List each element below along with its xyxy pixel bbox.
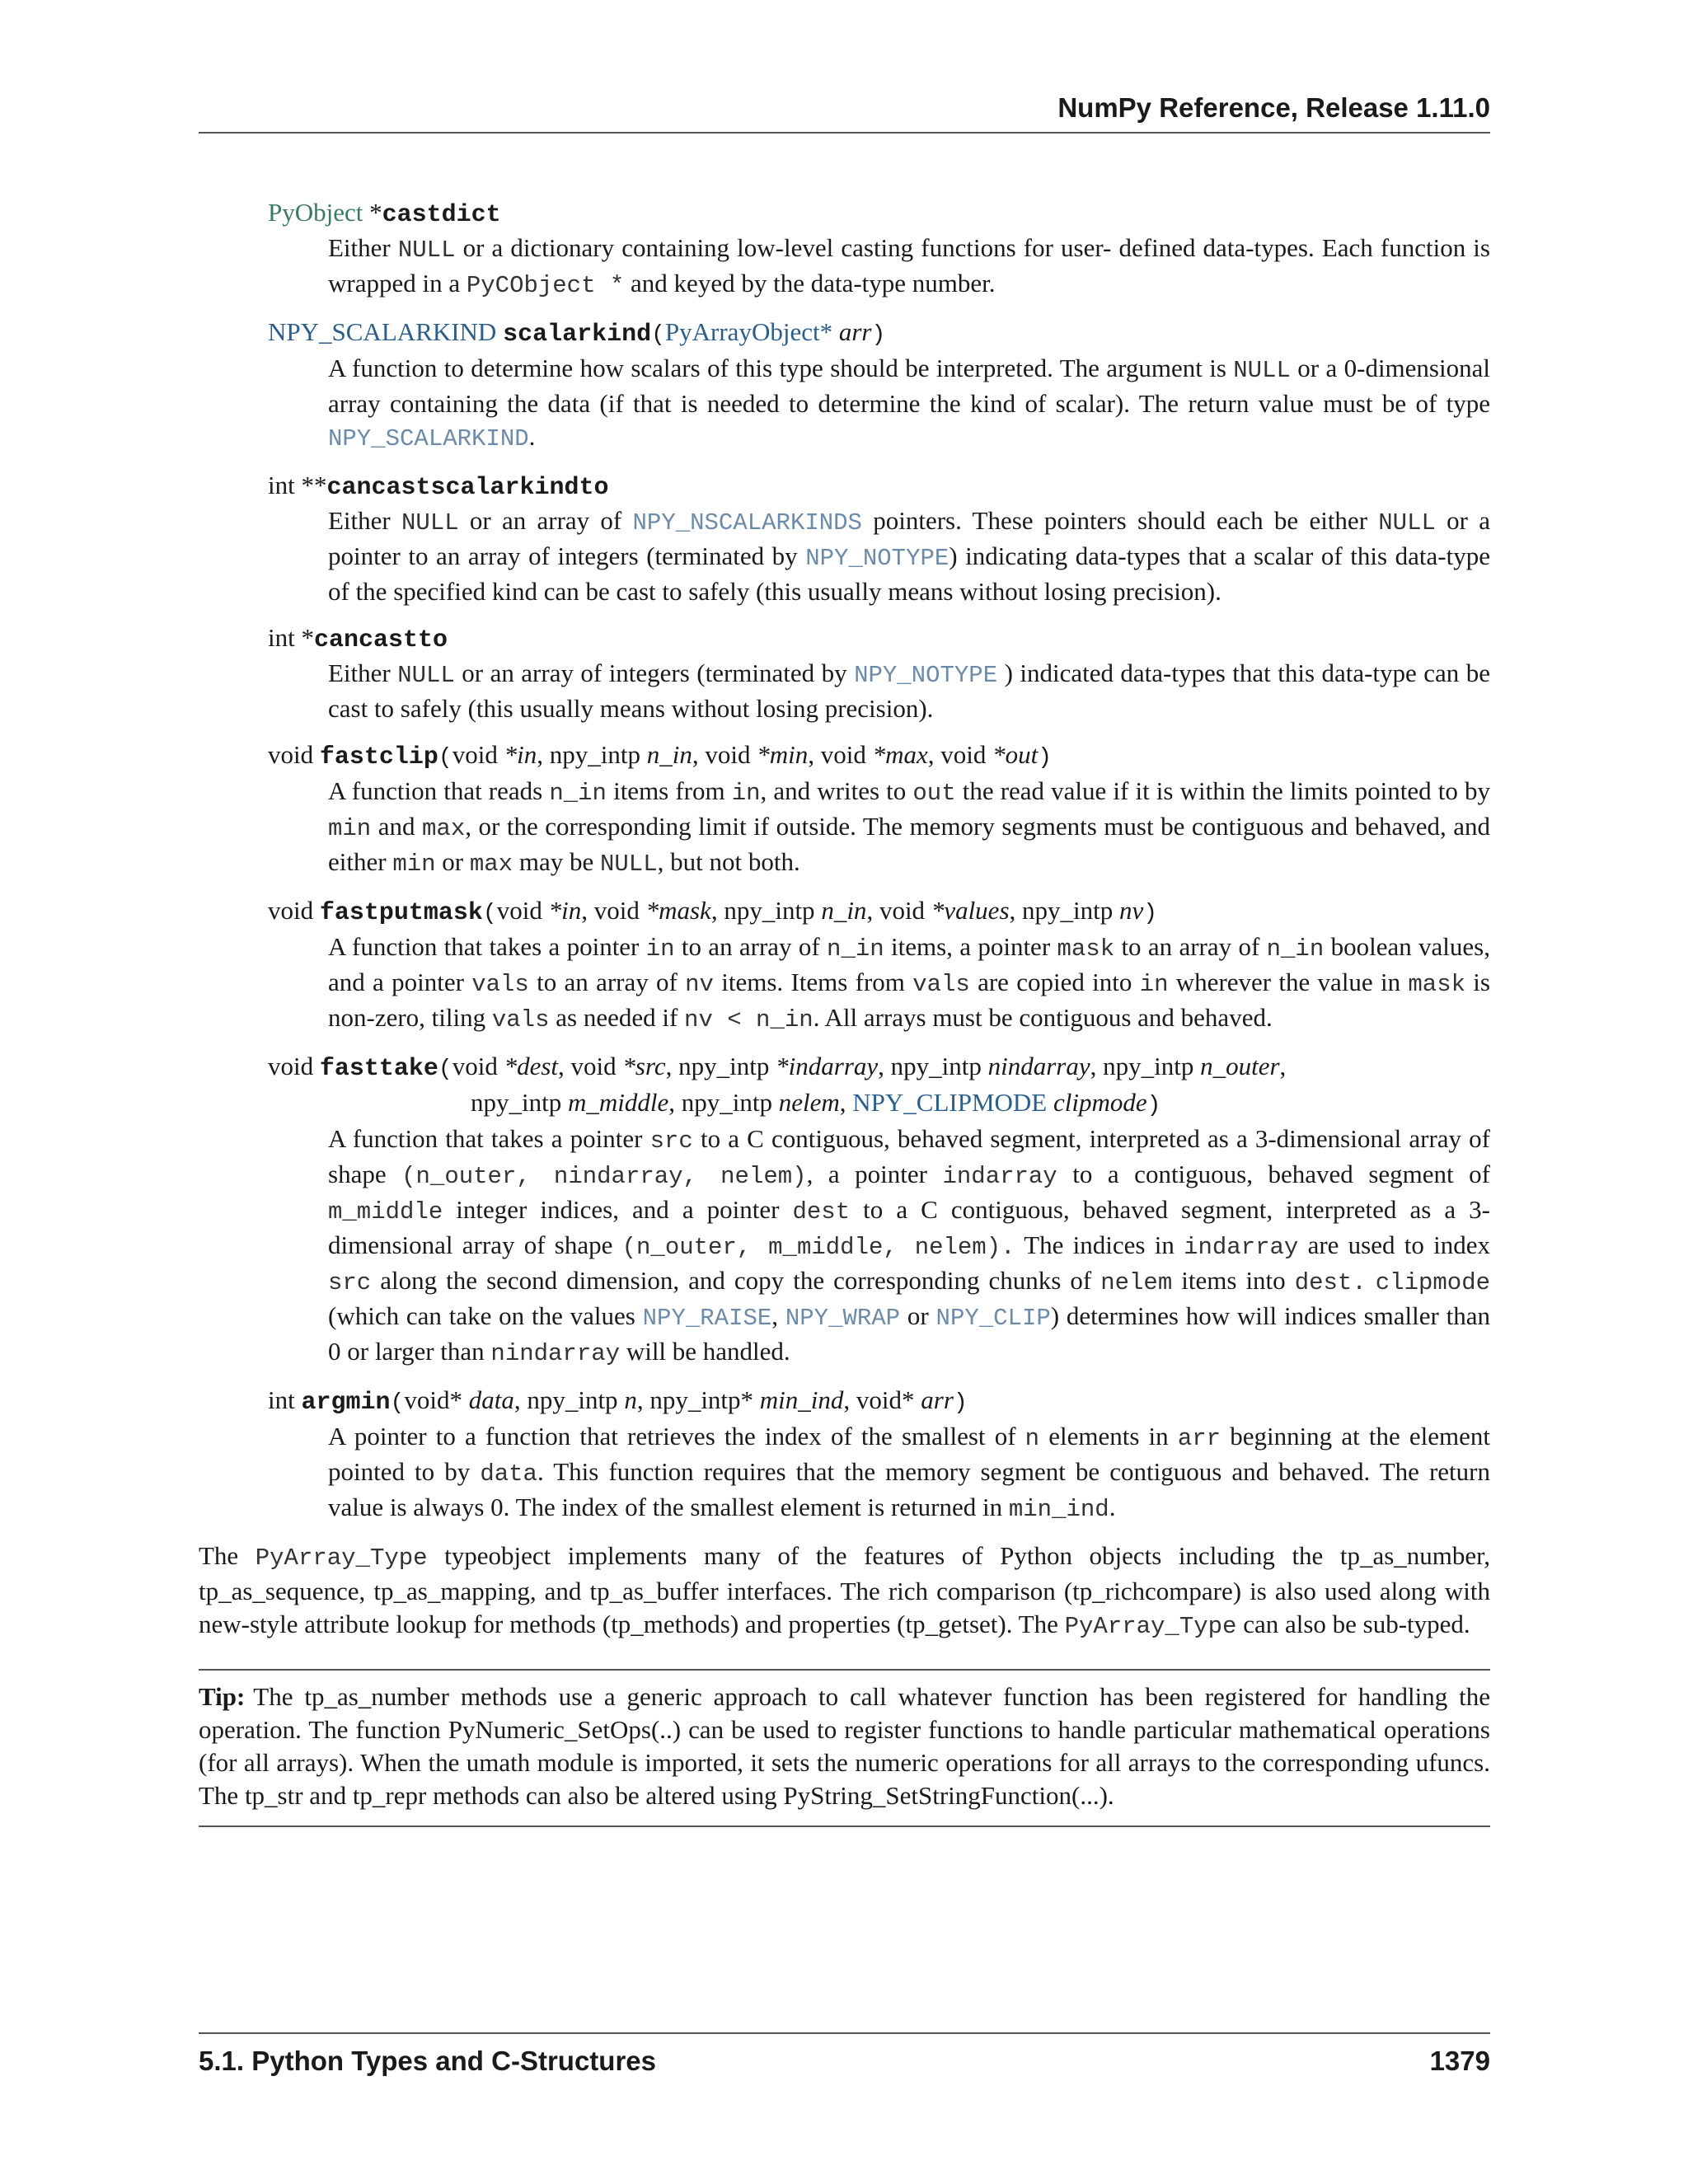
member-description: A function that reads n_in items from in, and writes to out the read value if it is within the limits pointed to by min and max, or the corresponding limit if outside. The memory segments must be contiguous and behaved, and either min or max may be NULL, but not both.: [328, 776, 1491, 878]
member-description: A function that takes a pointer in to an array of n_in items, a pointer mask to an array of n_in boolean values, and a pointer vals to an array of nv items. Items from vals are copied into in wherever the value in mask is non-zero, tiling vals as needed if nv < n_in. All arrays must be contiguous and behaved.: [328, 932, 1490, 1033]
xref-npy-wrap[interactable]: NPY_WRAP: [785, 1305, 901, 1332]
member-name: castdict: [382, 201, 501, 229]
body-paragraph: The PyArray_Type typeobject implements many of the features of Python objects including the tp_as_number, tp_as_sequence, tp_as_mapping, and tp_as_buffer interfaces. The rich comparison (tp_richcompare) is also used along with new-style attribute lookup for methods (tp_methods) and properties (tp_getset). The PyArray_Type can also be sub-typed.: [199, 1541, 1490, 1640]
member-argmin: [199, 1384, 1490, 1526]
member-signature: void fastputmask(void *in, void *mask, npy_intp n_in, void *values, npy_intp nv): [268, 896, 1158, 927]
member-description: Either NULL or an array of integers (terminated by NPY_NOTYPE ) indicated data-types that this data-type can be cast to safely (this usually means without losing precision).: [328, 658, 1490, 723]
xref-npy-clip[interactable]: NPY_CLIP: [935, 1305, 1051, 1332]
member-signature: [199, 196, 1490, 232]
member-fasttake: [199, 1050, 1490, 1371]
xref-npy-notype[interactable]: NPY_NOTYPE: [805, 545, 950, 572]
type-link-pyarrayobject[interactable]: PyArrayObject*: [664, 317, 833, 346]
type-link-pyobject[interactable]: PyObject: [268, 198, 363, 227]
xref-npy-raise[interactable]: NPY_RAISE: [642, 1305, 772, 1332]
member-signature-continued: npy_intp m_middle, npy_intp nelem, NPY_CLIPMODE clipmode): [471, 1088, 1161, 1118]
member-description: Either NULL or an array of NPY_NSCALARKINDS pointers. These pointers should each be either NULL or a pointer to an array of integers (terminated by NPY_NOTYPE) indicating data-types that a scalar of this data-type of the specified kind can be cast to safely (this usually means without losing precision).: [328, 506, 1491, 606]
xref-npy-notype[interactable]: NPY_NOTYPE: [854, 662, 998, 689]
member-signature: void fastclip(void *in, npy_intp n_in, void *min, void *max, void *out): [268, 740, 1053, 771]
member-description: A function that takes a pointer src to a C contiguous, behaved segment, interpreted as a 3-dimensional array of shape (n_outer, nindarray, nelem), a pointer indarray to a contiguous, behaved segment of m_middle integer indices, and a pointer dest to a C contiguous, behaved segment, interpreted as a 3-dimensional array of shape (n_outer, m_middle, nelem). The indices in indarray are used to index src along the second dimension, and copy the corresponding chunks of nelem items into dest. clipmode (which can take on the values NPY_RAISE, NPY_WRAP or NPY_CLIP) determines how will indices smaller than 0 or larger than nindarray will be handled.: [328, 1124, 1491, 1367]
member-description: A function to determine how scalars of this type should be interpreted. The argument is NULL or a 0-dimensional array containing the data (if that is needed to determine the kind of scalar). The return value must be of type NPY_SCALARKIND.: [328, 354, 1490, 452]
running-header: [199, 91, 1490, 134]
type-link-npy-scalarkind[interactable]: NPY_SCALARKIND: [268, 317, 497, 346]
pointer-marker: *: [369, 198, 382, 227]
member-signature: int argmin(void* data, npy_intp n, npy_intp* min_ind, void* arr): [268, 1385, 968, 1417]
member-name: scalarkind: [503, 321, 652, 349]
tip-admonition: [199, 1669, 1490, 1827]
member-scalarkind: [199, 316, 1490, 456]
member-signature: void fasttake(void *dest, void *src, npy_intp *indarray, npy_intp nindarray, npy_intp n_outer,: [268, 1052, 1287, 1083]
xref-npy-scalarkind[interactable]: NPY_SCALARKIND: [328, 425, 529, 452]
member-description: Either NULL or a dictionary containing low-level casting functions for user- defined data-types. Each function is wrapped in a PyCObject * and keyed by the data-type number.: [328, 233, 1490, 299]
member-castdict: [199, 196, 1490, 302]
member-fastclip: [199, 738, 1490, 881]
member-name: fastputmask: [319, 899, 483, 927]
tip-text: The tp_as_number methods use a generic approach to call whatever function has been registered for handling the operation. The function PyNumeric_SetOps(..) can be used to register functions to handle particular mathematical operations (for all arrays). When the umath module is imported, it sets the numeric operations for all arrays to the corresponding ufuncs. The tp_str and tp_repr methods can also be altered using PyString_SetStringFunction(...).: [199, 1682, 1490, 1810]
member-name: fastclip: [319, 743, 438, 771]
page-footer: [199, 2032, 1490, 2083]
page-number: 1379: [1429, 2046, 1490, 2076]
member-name: fasttake: [319, 1055, 438, 1083]
member-description: A pointer to a function that retrieves the index of the smallest of n elements in arr beginning at the element pointed to by data. This function requires that the memory segment be contiguous and behaved. The return value is always 0. The index of the smallest element is returned in min_ind.: [328, 1422, 1490, 1523]
page-content: [199, 196, 1490, 1827]
footer-section-title: 5.1. Python Types and C-Structures: [199, 2046, 657, 2076]
member-cancastto: [199, 621, 1490, 725]
tip-label: Tip:: [199, 1682, 246, 1711]
member-name: cancastto: [313, 626, 448, 654]
member-fastputmask: [199, 894, 1490, 1037]
member-cancastscalarkindto: [199, 469, 1490, 608]
member-signature: NPY_SCALARKIND scalarkind(PyArrayObject* arr): [268, 317, 886, 349]
header-title: NumPy Reference, Release 1.11.0: [1057, 92, 1490, 123]
type-link-npy-clipmode[interactable]: NPY_CLIPMODE: [852, 1088, 1048, 1117]
xref-npy-nscalarkinds[interactable]: NPY_NSCALARKINDS: [632, 509, 862, 537]
member-name: argmin: [301, 1389, 391, 1417]
member-name: cancastscalarkindto: [326, 474, 609, 502]
member-signature: int **cancastscalarkindto: [268, 471, 609, 502]
member-signature: int *cancastto: [268, 623, 448, 654]
